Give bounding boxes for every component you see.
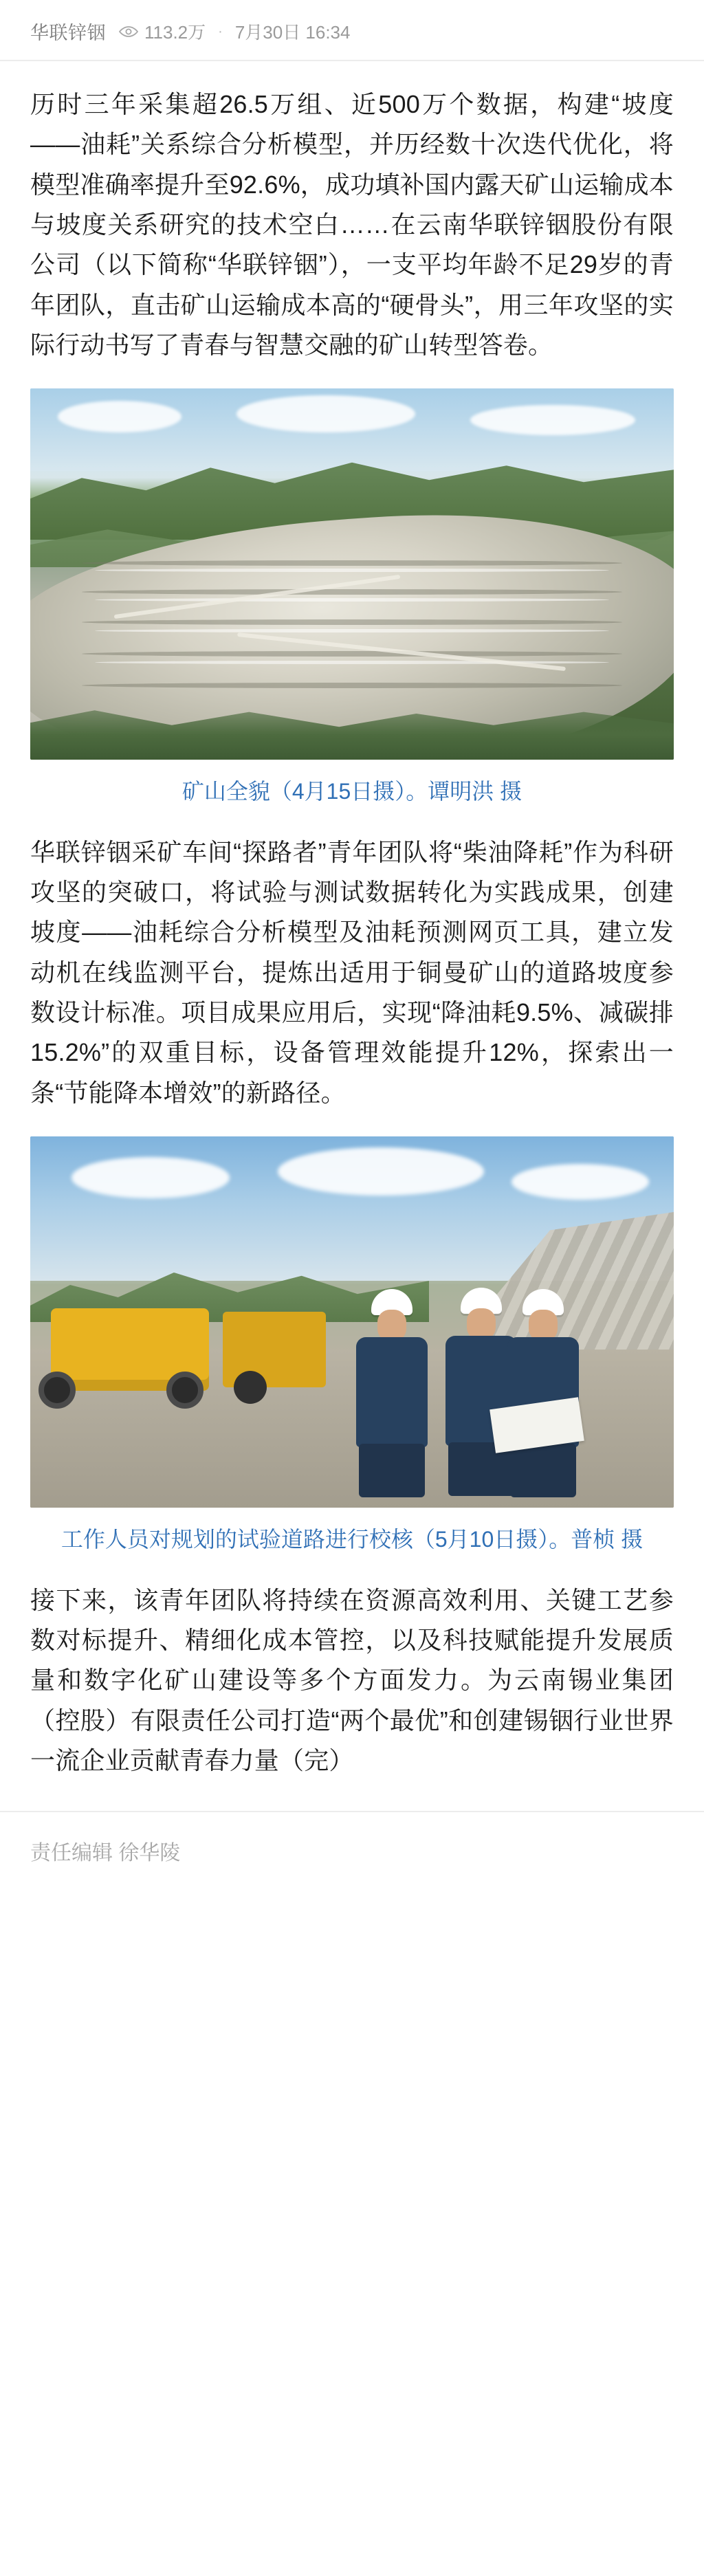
mine-overview-photo[interactable] — [30, 388, 674, 760]
cloud-shape — [58, 401, 182, 432]
cloud-shape — [470, 405, 635, 435]
view-count-label: 113.2万 — [144, 22, 206, 43]
publish-date: 7月30日 16:34 — [234, 22, 351, 43]
meta-separator: · — [218, 23, 223, 39]
responsible-editor: 责任编辑 徐华陵 — [30, 1842, 181, 1865]
worker-legs — [510, 1444, 576, 1497]
worker-legs — [359, 1444, 425, 1497]
source-name[interactable]: 华联锌铟 — [30, 23, 106, 43]
cloud-shape — [236, 395, 415, 432]
haul-truck-vehicle — [223, 1312, 326, 1387]
article-content — [0, 85, 704, 1781]
paragraph-3: 接下来，该青年团队将持续在资源高效利用、关键工艺参数对标提升、精细化成本管控，以及科技赋能提升发展质量和数字化矿山建设等多个方面发力。为云南锡业集团（控股）有限责任公司打造“两个最优”和创建锡铟行业世界一流企业贡献青春力量（完） — [30, 1585, 674, 1774]
figure-caption: 矿山全貌（4月15日摄）。谭明洪 摄 — [182, 779, 522, 804]
article-meta-bar — [0, 0, 704, 61]
paragraph-1: 历时三年采集超26.5万组、近500万个数据，构建“坡度——油耗”关系综合分析模型，并历经数十次迭代优化，将模型准确率提升至92.6%，成功填补国内露天矿山运输成本与坡度关系研究的技术空白……在云南华联锌铟股份有限公司（以下简称“华联锌铟”），一支平均年龄不足29岁的青年团队，直击矿山运输成本高的“硬骨头”，用三年攻坚的实际行动书写了青春与智慧交融的矿山转型答卷。 — [30, 90, 674, 359]
cloud-shape — [512, 1164, 649, 1200]
article-footer — [0, 1811, 704, 1893]
eye-icon — [118, 25, 139, 38]
worker-uniform — [356, 1337, 428, 1447]
motor-grader-vehicle — [51, 1308, 209, 1391]
figure-road-inspection — [30, 1136, 674, 1557]
road-inspection-photo[interactable] — [30, 1136, 674, 1508]
figure-caption: 工作人员对规划的试验道路进行校核（5月10日摄）。普桢 摄 — [60, 1526, 644, 1552]
cloud-shape — [72, 1157, 230, 1198]
worker-figure — [505, 1289, 582, 1495]
paragraph-2: 华联锌铟采矿车间“探路者”青年团队将“柴油降耗”作为科研攻坚的突破口，将试验与测试数据转化为实践成果，创建坡度——油耗综合分析模型及油耗预测网页工具，建立发动机在线监测平台，提炼出适用于铜曼矿山的道路坡度参数设计标准。项目成果应用后，实现“降油耗9.5%、减碳排15.2%”的双重目标，设备管理效能提升12%，探索出一条“节能降本增效”的新路径。 — [30, 837, 674, 1107]
figure-mine-overview — [30, 388, 674, 809]
view-count — [118, 19, 206, 44]
cloud-shape — [278, 1147, 484, 1196]
worker-figure — [353, 1289, 430, 1495]
